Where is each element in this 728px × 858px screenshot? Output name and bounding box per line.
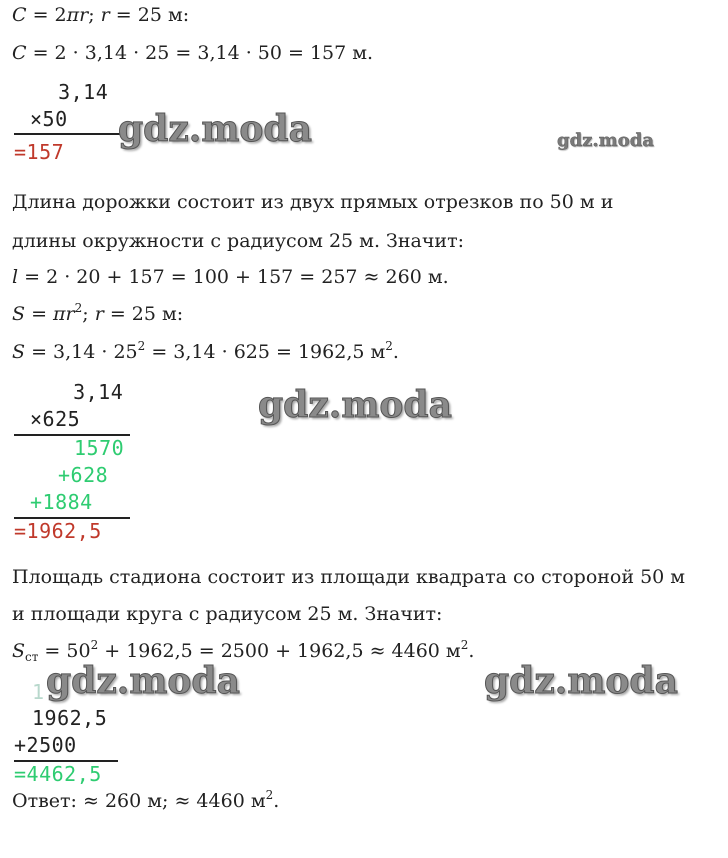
- mult2-partial-2: +628: [58, 463, 109, 487]
- add-term-b: +2500: [14, 733, 77, 757]
- mult1-result: =157: [14, 140, 65, 164]
- calc-circumference: C = 2 · 3,14 · 25 = 3,14 · 50 = 157 м.: [12, 42, 374, 64]
- mult1-factor-a: 3,14: [33, 80, 109, 104]
- paragraph-stadium-area-2: и площади круга с радиусом 25 м. Значит:: [12, 603, 443, 625]
- paragraph-track-length-1: Длина дорожки состоит из двух прямых отрезков по 50 м и: [12, 191, 614, 213]
- watermark-logo: gdz.moda: [484, 660, 678, 702]
- calc-track-length: l = 2 · 20 + 157 = 100 + 157 = 257 ≈ 260 м.: [12, 266, 449, 288]
- mult1-factor-b: ×50: [30, 107, 68, 131]
- formula-circumference: C = 2πr; r = 25 м:: [12, 4, 190, 26]
- paragraph-track-length-2: длины окружности с радиусом 25 м. Значит:: [12, 230, 465, 252]
- mult2-factor-b: ×625: [30, 407, 81, 431]
- formula-area: $S = \pi r^2$; r = 25 м:: [12, 301, 184, 325]
- mult1-rule: [14, 133, 124, 135]
- paragraph-stadium-area-1: Площадь стадиона состоит из площади квадрата со стороной 50 м: [12, 566, 686, 588]
- calc-stadium-area: $S_{ст} = 50^2 + 1962,5 = 2500 + 1962,5 \approx 4460$ $м^2$.: [12, 638, 475, 664]
- add-result: =4462,5: [14, 762, 102, 786]
- watermark-logo: gdz.moda: [46, 660, 240, 702]
- answer: Ответ: ≈ 260 м; ≈ 4460 $м^2$.: [12, 788, 280, 812]
- mult2-result: =1962,5: [14, 519, 102, 543]
- watermark-logo: gdz.moda: [118, 108, 312, 150]
- add-carry: 1: [32, 680, 45, 704]
- calc-area: $S = 3,14 \cdot 25^2 = 3,14 \cdot 625 = 1962,5$ $м^2$.: [12, 339, 399, 363]
- mult2-partial-1: 1570: [74, 436, 125, 460]
- watermark-logo: gdz.moda: [557, 130, 654, 151]
- mult2-partial-3: +1884: [30, 490, 93, 514]
- mult2-factor-a: 3,14: [48, 380, 124, 404]
- watermark-logo: gdz.moda: [258, 384, 452, 426]
- add-term-a: 1962,5: [32, 706, 108, 730]
